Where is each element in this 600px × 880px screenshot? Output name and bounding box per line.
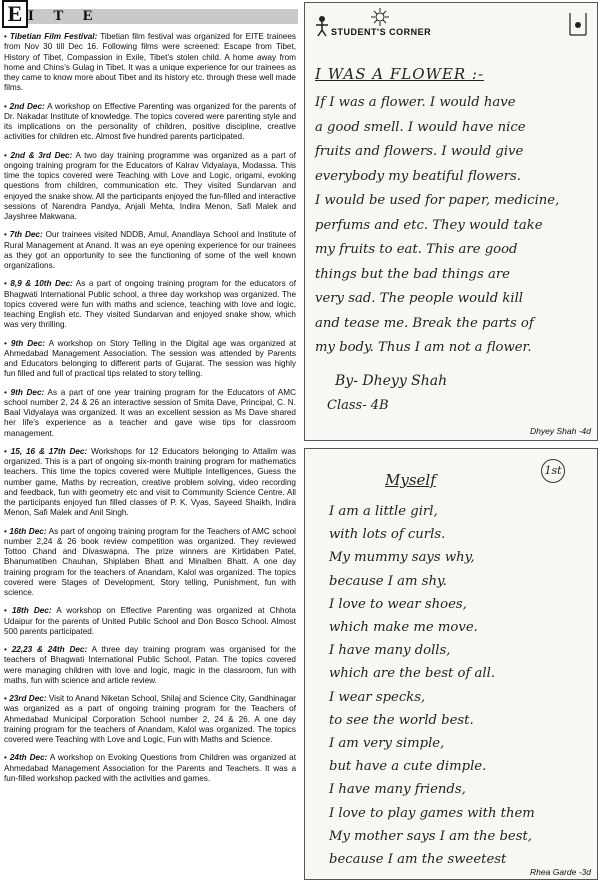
bullet: • <box>4 387 11 397</box>
section-header <box>0 1 300 26</box>
poem1-class: Class- 4B <box>327 398 389 413</box>
event-date: 24th Dec: <box>9 753 48 763</box>
poem1-signature: By- Dheyy Shah <box>335 373 448 389</box>
poem-line: which are the best of all. <box>329 666 496 682</box>
event-entry <box>4 388 296 439</box>
poem1-title: I WAS A FLOWER :- <box>315 65 485 83</box>
event-date: 15, 16 & 17th Dec: <box>10 446 88 456</box>
event-date: 2nd & 3rd Dec: <box>10 150 73 160</box>
poem-line: but have a cute dimple. <box>329 759 487 775</box>
bullet: • <box>4 526 10 536</box>
bullet: • <box>4 230 10 240</box>
bullet: • <box>4 338 11 348</box>
bullet: • <box>4 753 10 763</box>
event-date: 7th Dec: <box>9 230 43 240</box>
poem-line: If I was a flower. I would have <box>315 95 516 110</box>
event-entry <box>4 645 296 686</box>
poem-line: my fruits to eat. This are good <box>315 242 518 257</box>
corner-title: STUDENT'S CORNER <box>331 27 432 37</box>
poem-line: My mummy says why, <box>329 550 475 566</box>
poem-line: fruits and flowers. I would give <box>315 144 524 159</box>
event-text: A two day training programme was organized as a part of ongoing training program for the Educators of Kalrav Vidyalaya, Modassa. This time the topics covered were Teaching with Love and Logic, origami, evoking questions from children, communication etc. They visited Sundarvan and enjoyed the snake show. All the participants enjoyed the fun-filled and interactive sessions of Narendra Pandya, Anjali Mehta, Indira Menon, Safi Malek and Jayshree Makwana. <box>4 150 296 221</box>
bullet: • <box>4 32 10 41</box>
poem-line: everybody my beatiful flowers. <box>315 168 521 184</box>
event-entry <box>4 606 296 637</box>
event-date: 23rd Dec: <box>9 694 47 703</box>
poem-line: with lots of curls. <box>329 527 446 543</box>
event-entry <box>4 230 296 271</box>
event-text: Workshops for 12 Educators belonging to Attalim was organized. This is a part of ongoing six-month training program for mathematics teachers. This time the topics covered were Multiple Intelligences, Guess the number game, Maths by recreation, creative problem solving, video recording and feedback, fun with geometry etc and visit to Community Science Centre. All the participants enjoyed fun filled classes of P. K. Vyas, Sayeed Shaikh, Indira Menon, Safi Malek and Anil Singh. <box>4 446 296 518</box>
event-text: A workshop on Evoking Questions from Children was organized at Ahmedabad Management Association for the Parents and Teachers. It was a fun-filled workshop packed with the activities and games. <box>4 753 296 783</box>
event-entry <box>4 339 296 380</box>
poem-line: I have many friends, <box>329 782 466 798</box>
students-corner-column <box>302 0 600 878</box>
event-text: A workshop on Effective Parenting was organized at Chhota Udaipur for the parents of United Public School and Don Bosco School. Almost 500 parents participated. <box>4 606 296 636</box>
event-entry <box>4 527 296 599</box>
event-entry <box>4 447 296 519</box>
event-entry <box>4 151 296 223</box>
event-text: A workshop on Story Telling in the Digital age was organized at Ahmedabad Management Association. The session was attended by Parents and Educators belonging to different parts of Gujarat. The session was highly fun filled and full of practical tips related to story telling. <box>4 338 296 379</box>
poem-line: I love to play games with them <box>329 805 535 821</box>
poem-line: because I am shy. <box>329 573 447 589</box>
header-title: I T E <box>28 8 101 24</box>
bullet: • <box>4 645 12 654</box>
event-entry <box>4 694 296 745</box>
poem-line: and tease me. Break the parts of <box>315 315 534 331</box>
poem-line: a good smell. I would have nice <box>315 119 526 135</box>
event-date: 18th Dec: <box>11 606 52 616</box>
event-date: 16th Dec: <box>9 526 47 536</box>
poem-line: because I am the sweetest <box>329 852 507 867</box>
event-text: As a part of one year training program for the Educators of AMC school number 2, 24 & 26 an interactive session of Smita Dave, Principal, C. N. Baal Vidyalaya was organized. It was an excellent session as Ms Dave shared her life’s experience as a teacher and gave wise tips for classroom management. <box>4 387 296 438</box>
poem-line: My mother says I am the best, <box>329 828 532 844</box>
bullet: • <box>4 101 10 111</box>
poem-line: I wear specks, <box>329 689 426 705</box>
poem1-caption: Dhyey Shah -4d <box>530 426 591 436</box>
poem-line: perfums and etc. They would take <box>315 217 543 233</box>
poem-line: very sad. The people would kill <box>315 291 523 306</box>
poem-line: I would be used for paper, medicine, <box>315 193 560 208</box>
event-text: A three day training program was organised for the teachers of Bhagwati International Public School, Patan. The topics covered were managing children with love and logic, magic in the classroom, fun with maths, fun with science and article review. <box>4 645 296 685</box>
poem-line: I am a little girl, <box>329 504 438 519</box>
poem-line: I love to wear shoes, <box>329 596 467 612</box>
poem-line: I am very simple, <box>329 736 445 751</box>
event-text: Visit to Anand Niketan School, Shilaj and Science City, Gandhinagar was organized as a part of ongoing training program for the Teachers of Ahmedabad Municipal Corporation School number 2, 24 & 26. A one day training program for the teachers of Anandam, Kalol was organized. The topics covered were Teaching with Love and Logic, Fun with Maths and Science. <box>4 694 296 744</box>
header-initial: E <box>2 0 28 28</box>
event-text: Tibetian film festival was organized for EITE trainees from Nov 30 till Dec 16. Following films were screened: Escape from Tibet, History of Tibet, Compassion in Exile, Tibet’s stolen child. A home away from home and Chins’s Gulag in Tibet. It was a unique experience for our trainees as they came to know more about Tibet and its history etc. through these well made films. <box>4 32 296 93</box>
event-date: 2nd Dec: <box>9 101 45 111</box>
poem-line: which make me move. <box>329 620 478 635</box>
bullet: • <box>4 446 11 456</box>
event-entry <box>4 32 296 94</box>
first-prize-badge: 1st <box>541 459 565 483</box>
event-text: As part of ongoing training program for the Teachers of AMC school number 2,24 & 26 book review competition was organized. They reviewed Tottoo Chand and Divaswapna. The prize winners are Kirtidaben Patel, Bhanumatiben Chauhan, Shiplaben Bhatt and Minalben Bhatt. A one day training program for the teachers of Anandam, Kalol was organized. The topics covered were Stages of Development, Story telling, Punishment, fun with science. <box>4 526 296 597</box>
poem-panel-myself <box>304 448 598 880</box>
poem-line: things but the bad things are <box>315 266 510 282</box>
poem-panel-flower <box>304 2 598 441</box>
event-date: 9th Dec: <box>10 338 45 348</box>
poem2-caption: Rhea Garde -3d <box>530 867 591 877</box>
event-date: 22,23 & 24th Dec: <box>11 645 88 654</box>
child-doodle-icon <box>313 15 331 37</box>
event-text: Our trainees visited NDDB, Amul, Anandlaya School and Institute of Rural Management at Anand. It was an eye opening experience for our trainees as they got an opportunity to see the functioning of some of the well known organizations. <box>4 230 296 270</box>
swing-doodle-icon <box>567 11 589 41</box>
event-text: As a part of ongoing training program for the educators of Bhagwati International Public school, a three day workshop was organized. The topics covered were fun with maths and science, teaching with love and logic, teaching English etc. They visited Sundarvan and enjoyed snake show, which was very thrilling. <box>4 279 296 330</box>
event-date: Tibetian Film Festival: <box>9 32 98 41</box>
bullet: • <box>4 279 11 289</box>
event-entry <box>4 102 296 143</box>
event-date: 8,9 & 10th Dec: <box>10 279 73 289</box>
events-column <box>0 0 300 878</box>
poem-line: I have many dolls, <box>329 643 451 659</box>
event-entry <box>4 753 296 784</box>
poem-line: my body. Thus I am not a flower. <box>315 340 532 355</box>
event-date: 9th Dec: <box>10 387 45 397</box>
bullet: • <box>4 694 10 703</box>
poem2-title: Myself <box>385 471 436 489</box>
poem-line: to see the world best. <box>329 712 474 728</box>
event-entry <box>4 279 296 330</box>
bullet: • <box>4 606 12 616</box>
event-list <box>0 26 300 784</box>
event-text: A workshop on Effective Parenting was organized for the parents of Dr. Nakadar Institute of knowledge. The topics covered were parenting style and its implications on the personality of children, positive discipline, creative activities for children etc. Almost five hundred parents participated. <box>4 101 296 142</box>
bullet: • <box>4 150 11 160</box>
